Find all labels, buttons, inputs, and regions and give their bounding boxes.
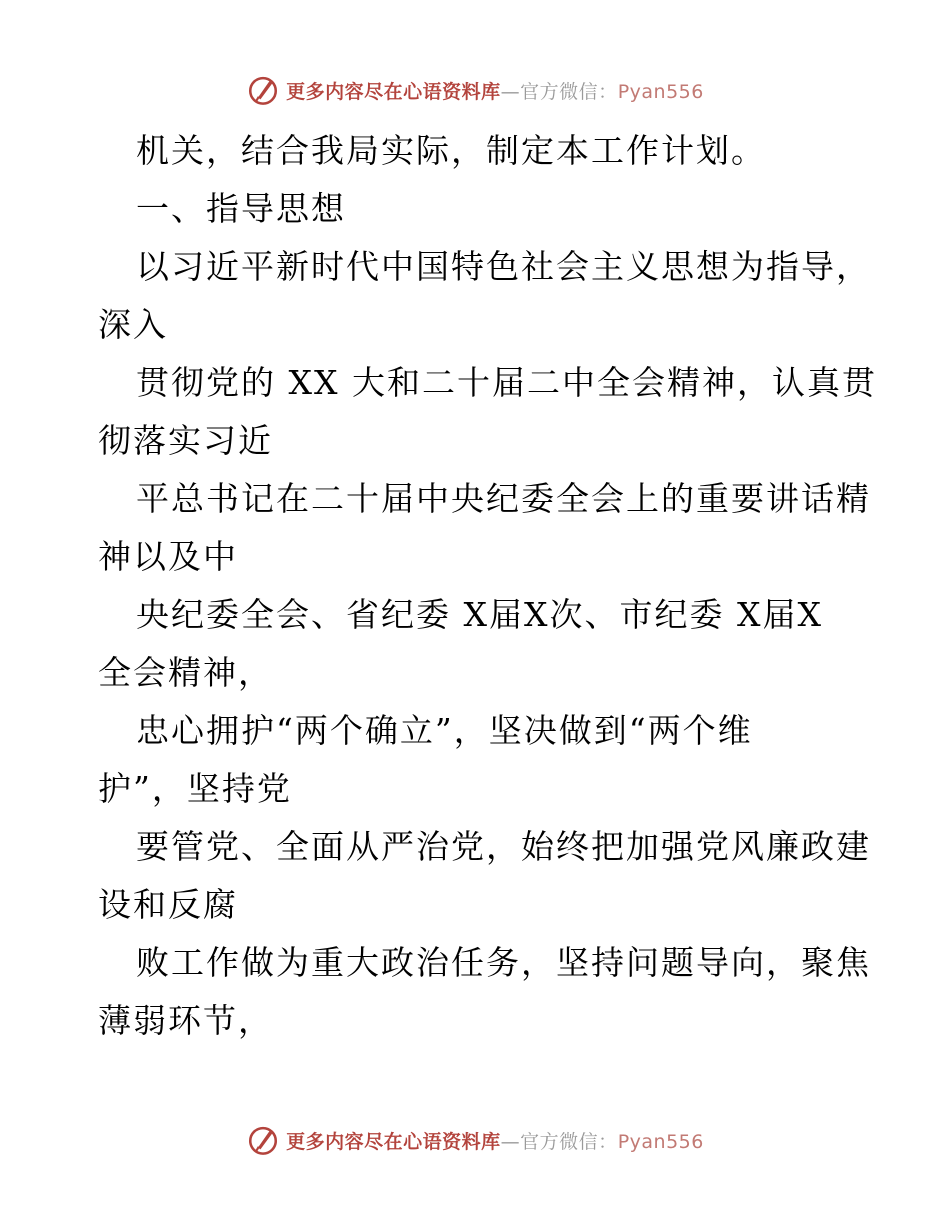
document-body (98, 122, 877, 1050)
paragraph-line: 机关，结合我局实际，制定本工作计划。 (136, 131, 766, 170)
watermark-id: Pyan556 (617, 1130, 704, 1153)
watermark-group (246, 73, 704, 107)
header-watermark (0, 70, 950, 110)
watermark-brand: 更多内容尽在心语资料库 (286, 80, 501, 103)
paragraph-line: 平总书记在二十届中央纪委全会上的重要讲话精 (136, 479, 871, 518)
paragraph-line: 薄弱环节， (98, 1001, 273, 1040)
watermark-separator: — (500, 1130, 521, 1153)
paragraph-line: 护”，坚持党 (98, 769, 292, 808)
watermark-suffix: 官方微信： (520, 1130, 618, 1153)
paragraph-line: 深入 (98, 305, 168, 344)
paragraph-line: 央纪委全会、省纪委 X届X次、市纪委 X届X (136, 595, 823, 634)
watermark-brand: 更多内容尽在心语资料库 (286, 1130, 501, 1153)
quill-logo-icon (246, 1123, 280, 1157)
watermark-text (286, 77, 704, 104)
paragraph-line: 忠心拥护“两个确立”，坚决做到“两个维 (136, 711, 753, 750)
paragraph-line: 要管党、全面从严治党，始终把加强党风廉政建 (136, 827, 871, 866)
watermark-suffix: 官方微信： (520, 80, 618, 103)
paragraph-line: 神以及中 (98, 537, 238, 576)
paragraph-line: 彻落实习近 (98, 421, 273, 460)
watermark-group (246, 1123, 704, 1157)
paragraph-line: 一、指导思想 (136, 189, 346, 228)
paragraph-line: 设和反腐 (98, 885, 238, 924)
watermark-text (286, 1127, 704, 1154)
paragraph-line: 以习近平新时代中国特色社会主义思想为指导， (136, 247, 871, 286)
paragraph-line: 全会精神， (98, 653, 273, 692)
watermark-id: Pyan556 (617, 80, 704, 103)
footer-watermark (0, 1120, 950, 1160)
paragraph-line: 败工作做为重大政治任务，坚持问题导向，聚焦 (136, 943, 871, 982)
watermark-separator: — (500, 80, 521, 103)
quill-logo-icon (246, 73, 280, 107)
paragraph-line: 贯彻党的 XX 大和二十届二中全会精神，认真贯 (136, 363, 877, 402)
